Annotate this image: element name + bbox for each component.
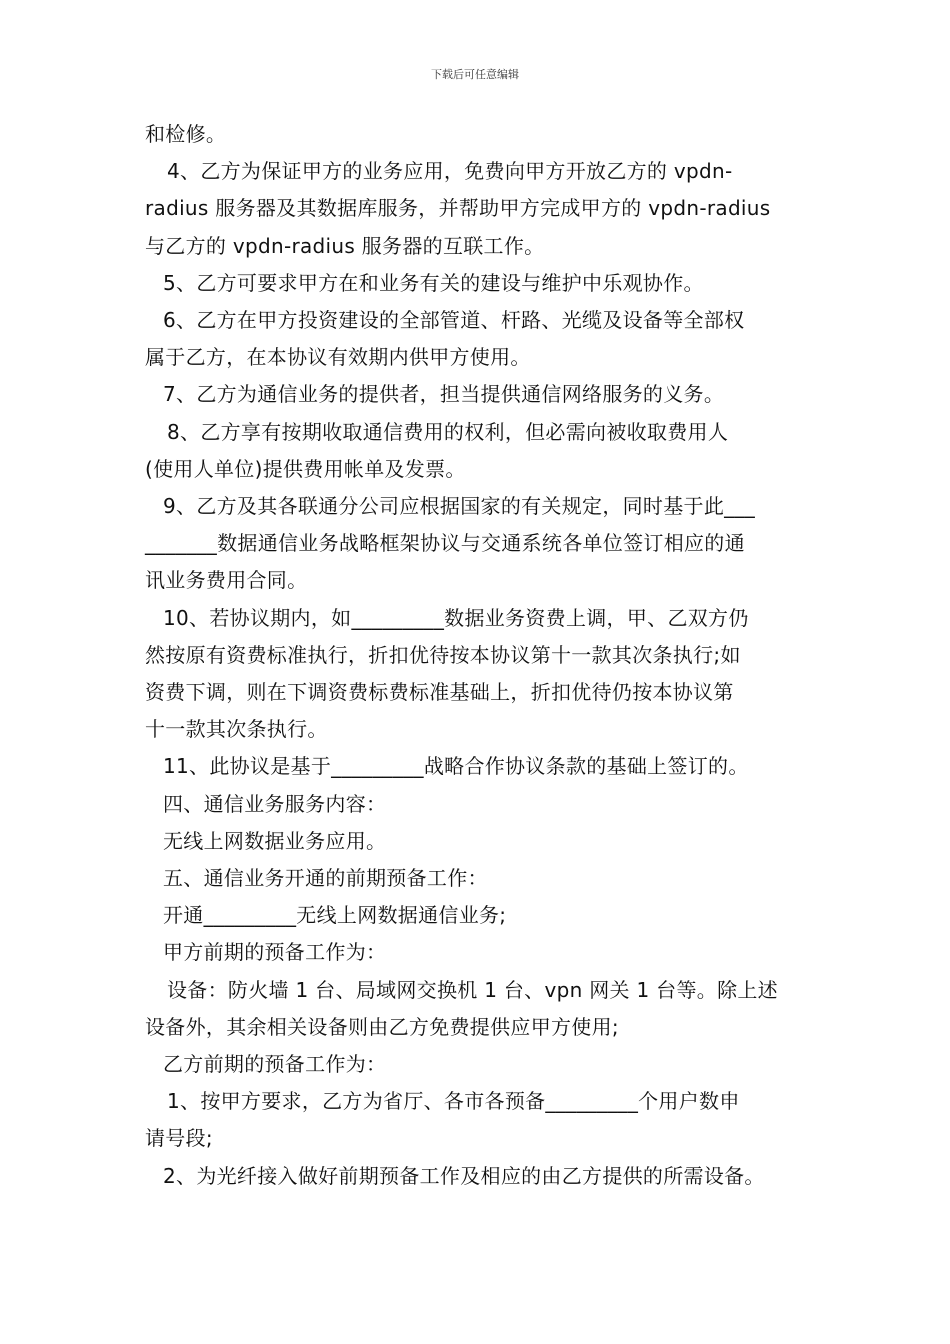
text-line: 资费下调，则在下调资费标费标准基础上，折扣优待仍按本协议第 xyxy=(145,680,734,705)
text-line: 设备外，其余相关设备则由乙方免费提供应甲方使用; xyxy=(145,1014,619,1039)
text-line: 请号段; xyxy=(145,1126,213,1151)
text-line: _______数据通信业务战略框架协议与交通系统各单位签订相应的通 xyxy=(145,531,745,556)
text-line: radius 服务器及其数据库服务，并帮助甲方完成甲方的 vpdn-radius xyxy=(145,196,771,221)
text-line: 十一款其次条执行。 xyxy=(145,717,328,742)
text-line: 4、乙方为保证甲方的业务应用，免费向甲方开放乙方的 vpdn- xyxy=(167,159,733,184)
text-line: 然按原有资费标准执行，折扣优待按本协议第十一款其次条执行;如 xyxy=(145,642,741,667)
text-line: 与乙方的 vpdn-radius 服务器的互联工作。 xyxy=(145,233,545,258)
text-line: 7、乙方为通信业务的提供者，担当提供通信网络服务的义务。 xyxy=(163,382,725,407)
text-line: 无线上网数据业务应用。 xyxy=(163,828,387,853)
text-line: 甲方前期的预备工作为： xyxy=(163,940,387,965)
text-line: 2、为光纤接入做好前期预备工作及相应的由乙方提供的所需设备。 xyxy=(163,1163,765,1188)
text-line: 四、通信业务服务内容： xyxy=(163,791,387,816)
text-line: 10、若协议期内，如_________数据业务资费上调，甲、乙双方仍 xyxy=(163,605,749,630)
text-line: 属于乙方，在本协议有效期内供甲方使用。 xyxy=(145,345,531,370)
text-line: 和检修。 xyxy=(145,122,227,146)
text-line: 5、乙方可要求甲方在和业务有关的建设与维护中乐观协作。 xyxy=(163,270,704,295)
document-body xyxy=(145,116,810,1195)
text-line: 8、乙方享有按期收取通信费用的权利，但必需向被收取费用人 xyxy=(167,419,729,444)
text-line: 9、乙方及其各联通分公司应根据国家的有关规定，同时基于此___ xyxy=(163,494,756,519)
text-line: (使用人单位)提供费用帐单及发票。 xyxy=(145,456,466,481)
text-line: 讯业务费用合同。 xyxy=(145,568,308,593)
text-line: 设备：防火墙 1 台、局域网交换机 1 台、vpn 网关 1 台等。除上述 xyxy=(167,977,778,1002)
text-line: 乙方前期的预备工作为： xyxy=(163,1052,387,1077)
text-line: 开通_________无线上网数据通信业务; xyxy=(163,903,507,928)
text-line: 1、按甲方要求，乙方为省厅、各市各预备_________个用户数申 xyxy=(167,1089,740,1114)
text-line: 11、此协议是基于_________战略合作协议条款的基础上签订的。 xyxy=(163,754,749,779)
text-line: 五、通信业务开通的前期预备工作： xyxy=(163,866,488,891)
text-line: 6、乙方在甲方投资建设的全部管道、杆路、光缆及设备等全部权 xyxy=(163,308,745,333)
page-header: 下载后可任意编辑 xyxy=(431,68,519,81)
